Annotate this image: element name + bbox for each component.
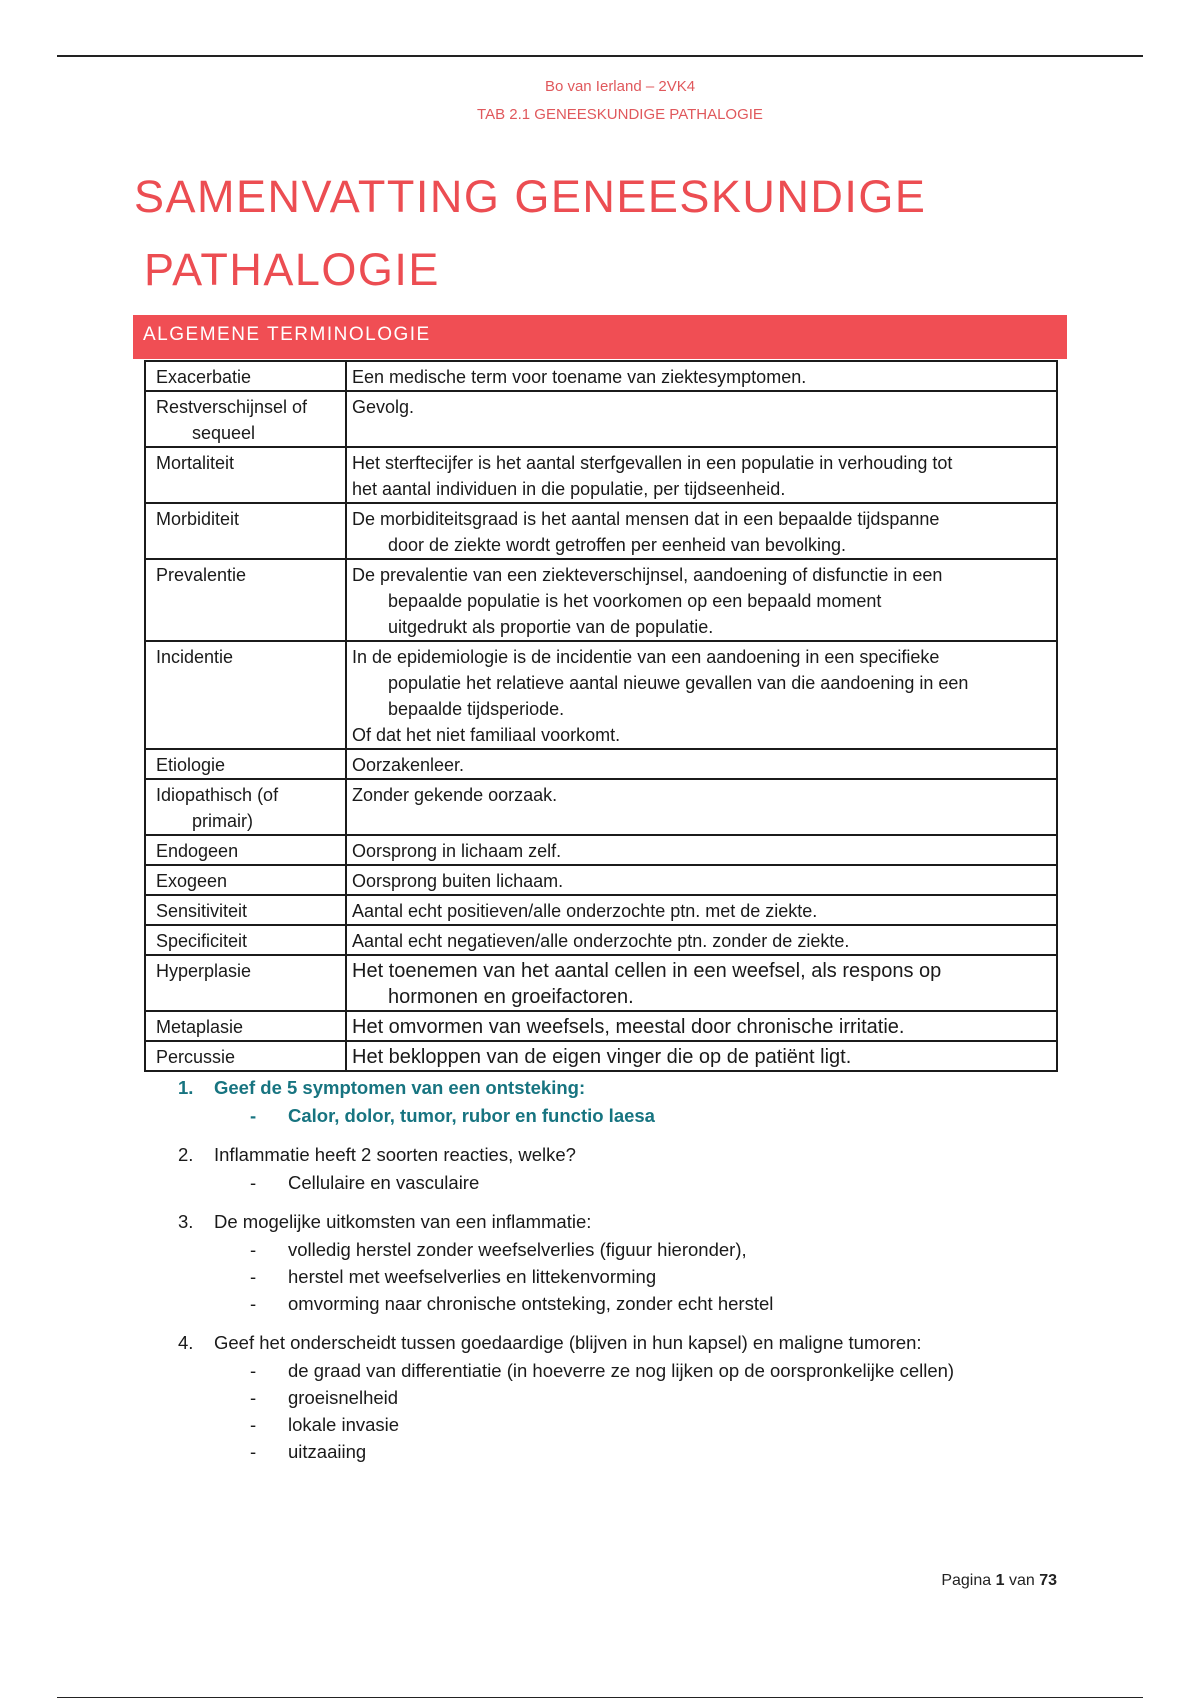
definition-text: Oorzakenleer. [352, 755, 465, 775]
term-text: sequeel [192, 423, 256, 443]
definition-cell [346, 447, 1057, 503]
definition-cell [346, 749, 1057, 779]
term-text: Specificiteit [156, 931, 248, 951]
term-text: Endogeen [156, 841, 239, 861]
term-row [145, 749, 1057, 779]
bullet-text: volledig herstel zonder weefselverlies (figuur hieronder), [288, 1239, 747, 1260]
term-text: Morbiditeit [156, 509, 240, 529]
question-item [178, 1329, 1078, 1465]
definition-cell [346, 641, 1057, 749]
term-cell [145, 865, 346, 895]
term-cell [145, 1041, 346, 1071]
term-row [145, 925, 1057, 955]
question-line [178, 1208, 1078, 1236]
bullet-dash: - [250, 1105, 257, 1126]
term-row [145, 1011, 1057, 1041]
question-number: 3. [178, 1211, 194, 1232]
definition-cell [346, 925, 1057, 955]
page-prefix: Pagina [941, 1572, 992, 1589]
definition-cell [346, 1011, 1057, 1041]
definition-text: door de ziekte wordt getroffen per eenheid van bevolking. [388, 535, 846, 555]
definition-cell [346, 835, 1057, 865]
term-cell [145, 749, 346, 779]
question-text: De mogelijke uitkomsten van een inflammatie: [214, 1211, 592, 1232]
question-item [178, 1141, 1078, 1196]
term-text: Incidentie [156, 647, 234, 667]
bullet-dash: - [250, 1441, 257, 1462]
terminology-table [144, 360, 1058, 1072]
definition-text: Aantal echt negatieven/alle onderzochte ptn. zonder de ziekte. [352, 931, 850, 951]
definition-text: Of dat het niet familiaal voorkomt. [352, 725, 621, 745]
answer-bullet [178, 1290, 1078, 1317]
term-cell [145, 641, 346, 749]
definition-cell [346, 503, 1057, 559]
term-row [145, 1041, 1057, 1071]
page-number [941, 1572, 1057, 1590]
page-header [0, 73, 1200, 129]
term-cell [145, 1011, 346, 1041]
definition-cell [346, 865, 1057, 895]
term-cell [145, 391, 346, 447]
term-text: Percussie [156, 1047, 236, 1067]
definition-cell [346, 391, 1057, 447]
term-row [145, 503, 1057, 559]
header-author: Bo van Ierland – 2VK4 [544, 78, 696, 95]
term-text: Mortaliteit [156, 453, 235, 473]
definition-text: Het bekloppen van de eigen vinger die op de patiënt ligt. [352, 1046, 852, 1068]
term-row [145, 391, 1057, 447]
page-total: 73 [1039, 1572, 1057, 1589]
answer-bullet [178, 1438, 1078, 1465]
term-row [145, 559, 1057, 641]
question-text: Geef het onderscheidt tussen goedaardige (blijven in hun kapsel) en maligne tumoren: [214, 1332, 922, 1353]
top-rule [57, 55, 1143, 57]
bullet-text: Calor, dolor, tumor, rubor en functio laesa [288, 1105, 655, 1126]
definition-text: Het sterftecijfer is het aantal sterfgevallen in een populatie in verhouding tot [352, 453, 953, 473]
bullet-dash: - [250, 1266, 257, 1287]
term-row [145, 361, 1057, 391]
answer-bullet [178, 1102, 1078, 1129]
page-mid: van [1008, 1572, 1035, 1589]
term-cell [145, 559, 346, 641]
term-row [145, 865, 1057, 895]
bullet-dash: - [250, 1360, 257, 1381]
answer-bullet [178, 1169, 1078, 1196]
question-list [178, 1074, 1078, 1477]
term-text: Idiopathisch (of [156, 785, 279, 805]
bullet-text: omvorming naar chronische ontsteking, zonder echt herstel [288, 1293, 774, 1314]
definition-cell [346, 779, 1057, 835]
term-row [145, 895, 1057, 925]
question-item [178, 1208, 1078, 1317]
title-line-2: PATHALOGIE [144, 244, 440, 295]
term-text: Exogeen [156, 871, 228, 891]
term-text: Sensitiviteit [156, 901, 248, 921]
definition-text: bepaalde populatie is het voorkomen op een bepaald moment [388, 591, 882, 611]
bullet-text: de graad van differentiatie (in hoeverre ze nog lijken op de oorspronkelijke cellen) [288, 1360, 955, 1381]
question-line [178, 1141, 1078, 1169]
definition-text: De morbiditeitsgraad is het aantal mensen dat in een bepaalde tijdspanne [352, 509, 940, 529]
question-line [178, 1329, 1078, 1357]
definition-text: De prevalentie van een ziekteverschijnsel, aandoening of disfunctie in een [352, 565, 943, 585]
question-item [178, 1074, 1078, 1129]
bullet-text: groeisnelheid [288, 1387, 399, 1408]
term-cell [145, 955, 346, 1011]
term-row [145, 835, 1057, 865]
term-cell [145, 895, 346, 925]
page-current: 1 [995, 1572, 1005, 1589]
header-subject: TAB 2.1 GENEESKUNDIGE PATHALOGIE [477, 106, 763, 123]
term-row [145, 955, 1057, 1011]
definition-cell [346, 895, 1057, 925]
term-text: Exacerbatie [156, 367, 252, 387]
definition-text: Het omvormen van weefsels, meestal door chronische irritatie. [352, 1016, 905, 1038]
definition-cell [346, 1041, 1057, 1071]
bullet-text: uitzaaiing [288, 1441, 367, 1462]
definition-cell [346, 361, 1057, 391]
bullet-dash: - [250, 1414, 257, 1435]
answer-bullet [178, 1236, 1078, 1263]
term-text: Prevalentie [156, 565, 247, 585]
definition-text: bepaalde tijdsperiode. [388, 699, 565, 719]
term-text: primair) [192, 811, 253, 831]
term-row [145, 641, 1057, 749]
question-number: 2. [178, 1144, 194, 1165]
question-line [178, 1074, 1078, 1102]
definition-text: populatie het relatieve aantal nieuwe gevallen van die aandoening in een [388, 673, 969, 693]
bullet-text: herstel met weefselverlies en littekenvorming [288, 1266, 657, 1287]
definition-text: Een medische term voor toename van ziektesymptomen. [352, 367, 807, 387]
definition-text: Het toenemen van het aantal cellen in een weefsel, als respons op [352, 960, 942, 982]
document-title [134, 160, 926, 306]
term-cell [145, 925, 346, 955]
term-text: Etiologie [156, 755, 226, 775]
definition-cell [346, 559, 1057, 641]
term-cell [145, 835, 346, 865]
answer-bullet [178, 1411, 1078, 1438]
definition-text: het aantal individuen in die populatie, per tijdseenheid. [352, 479, 786, 499]
definition-text: uitgedrukt als proportie van de populatie. [388, 617, 714, 637]
term-cell [145, 361, 346, 391]
bullet-dash: - [250, 1387, 257, 1408]
question-number: 4. [178, 1332, 194, 1353]
bullet-dash: - [250, 1172, 257, 1193]
answer-bullet [178, 1263, 1078, 1290]
term-text: Metaplasie [156, 1017, 244, 1037]
definition-text: Oorsprong in lichaam zelf. [352, 841, 562, 861]
term-text: Hyperplasie [156, 961, 252, 981]
definition-text: Gevolg. [352, 397, 415, 417]
question-text: Inflammatie heeft 2 soorten reacties, welke? [214, 1144, 576, 1165]
bullet-text: Cellulaire en vasculaire [288, 1172, 480, 1193]
bullet-dash: - [250, 1239, 257, 1260]
question-number: 1. [178, 1077, 194, 1098]
bottom-rule [57, 1697, 1143, 1698]
answer-bullet [178, 1384, 1078, 1411]
term-row [145, 447, 1057, 503]
title-line-1: SAMENVATTING GENEESKUNDIGE [134, 171, 927, 222]
term-cell [145, 447, 346, 503]
answer-bullet [178, 1357, 1078, 1384]
definition-text: Aantal echt positieven/alle onderzochte ptn. met de ziekte. [352, 901, 818, 921]
definition-cell [346, 955, 1057, 1011]
term-text: Restverschijnsel of [156, 397, 308, 417]
term-cell [145, 779, 346, 835]
definition-text: Oorsprong buiten lichaam. [352, 871, 564, 891]
bullet-dash: - [250, 1293, 257, 1314]
bullet-text: lokale invasie [288, 1414, 400, 1435]
definition-text: hormonen en groeifactoren. [388, 986, 634, 1008]
definition-text: In de epidemiologie is de incidentie van een aandoening in een specifieke [352, 647, 940, 667]
definition-text: Zonder gekende oorzaak. [352, 785, 558, 805]
term-cell [145, 503, 346, 559]
term-row [145, 779, 1057, 835]
section-heading: ALGEMENE TERMINOLOGIE [133, 315, 1067, 359]
question-text: Geef de 5 symptomen van een ontsteking: [214, 1077, 586, 1098]
